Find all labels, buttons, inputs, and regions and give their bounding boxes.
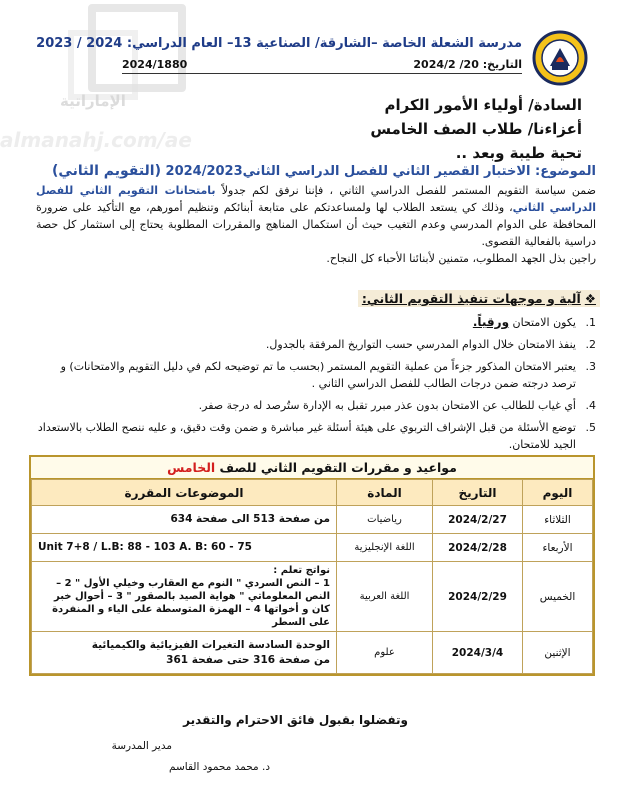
topic-line: نواتج تعلم :	[273, 565, 330, 576]
school-logo-icon	[532, 30, 588, 86]
row-topics	[32, 632, 337, 674]
step-number: 3.	[585, 360, 596, 373]
intro-text-2: ، وذلك كي يستعد الطلاب لها ولمساعدتكم على متابعة أبنائكم وتنظيم أمورهم، مع التأكيد على ضرورة المحافظة على الدوام المدرسي وعدم التغيب حيث أن استكمال المناهج والمقررات المطلوبة يحتاج إلى استثمار كل حصة دراسية بالفعالية القصوى.	[36, 201, 596, 248]
table-row	[32, 562, 593, 632]
mechanism-steps	[34, 314, 600, 458]
step-number: 1.	[585, 316, 596, 329]
topic-line: الوحدة السادسة التغيرات الفيزيائية والكيميائية	[91, 638, 330, 651]
header-topics: الموضوعات المقررة	[32, 480, 337, 506]
schedule-title	[31, 457, 593, 479]
school-name: مدرسة الشعلة الخاصة –الشارقة/ الصناعية 13– العام الدراسي: 2024 / 2023	[36, 36, 522, 51]
step-text: توضع الأسئلة من قبل الإشراف التربوي على هيئة أسئلة غير مباشرة و ضمن وقت دقيق، و عليه ننصح الطلاب بالاستعداد الجيد للامتحان.	[37, 421, 576, 451]
closing-line: وتفضلوا بقبول فائق الاحترام والتقدير	[183, 713, 408, 727]
row-date: 2024/2/27	[433, 506, 523, 534]
step-text: يكون الامتحان	[509, 316, 576, 329]
row-subject: علوم	[337, 632, 433, 674]
principal-name: د. محمد محمود القاسم	[169, 761, 270, 773]
mechanism-title	[358, 290, 600, 307]
row-subject: رياضيات	[337, 506, 433, 534]
greeting-salutation: تحية طيبة وبعد ..	[455, 144, 582, 162]
row-day: الثلاثاء	[523, 506, 593, 534]
step-text: ينفذ الامتحان خلال الدوام المدرسي حسب التواريخ المرفقة بالجدول.	[265, 338, 576, 351]
watermark-text: almanahj.com/ae	[0, 128, 192, 152]
step-number: 5.	[585, 421, 596, 434]
subject-text: الموضوع: الاختبار القصير الثاني للفصل الدراسي الثاني2024/2023	[165, 164, 596, 179]
step-number: 4.	[585, 399, 596, 412]
row-subject: اللغة الإنجليزية	[337, 534, 433, 562]
table-header-row	[32, 480, 593, 506]
table-row	[32, 632, 593, 674]
row-topics	[32, 562, 337, 632]
row-topics	[32, 534, 337, 562]
schedule-grid	[31, 479, 593, 674]
topic-line: من صفحة 513 الى صفحة 634	[170, 513, 330, 525]
step-number: 2.	[585, 338, 596, 351]
principal-title: مدير المدرسة	[111, 740, 172, 752]
step-item	[34, 314, 600, 331]
topic-line: من صفحة 316 حتى صفحة 361	[166, 653, 330, 666]
intro-text-3: راجين بذل الجهد المطلوب، متمنين لأبنائنا الأحباء كل النجاح.	[326, 252, 596, 265]
letter-date: التاريخ: 20/ 2024/2	[413, 58, 522, 71]
step-text: يعتبر الامتحان المذكور جزءاً من عملية التقويم المستمر (بحسب ما تم توضيحه لكم في دليل التقويم والامتحانات) و ترصد درجته ضمن درجات الطالب للفصل الدراسي الثاني .	[60, 360, 576, 390]
row-date: 2024/3/4	[433, 632, 523, 674]
step-item	[34, 358, 600, 392]
row-subject: اللغة العربية	[337, 562, 433, 632]
row-day: الإثنين	[523, 632, 593, 674]
row-topics	[32, 506, 337, 534]
table-row	[32, 534, 593, 562]
row-day: الخميس	[523, 562, 593, 632]
header-day: اليوم	[523, 480, 593, 506]
watermark-label: الإماراتية	[60, 92, 126, 110]
greeting-students: أعزاءنا/ طلاب الصف الخامس	[370, 120, 582, 138]
diamond-bullet-icon: ❖	[584, 291, 596, 306]
table-row	[32, 506, 593, 534]
subject-phase: (التقويم الثاني)	[52, 163, 161, 179]
intro-paragraph	[36, 182, 596, 267]
row-date: 2024/2/28	[433, 534, 523, 562]
header-date: التاريخ	[433, 480, 523, 506]
schedule-grade: الخامس	[167, 460, 216, 475]
reference-number: 2024/1880	[122, 58, 188, 71]
topic-line: 1 – النص السردي " النوم مع العقارب وخيلي الأول " 2 – النص المعلوماتي " هواية الصيد بالصقور " 3 – أحوال خبر كان و أخواتها 4 – الهمزة المتوسطة على الياء و المنفردة على السطر	[52, 578, 330, 628]
step-text: أي غياب للطالب عن الامتحان بدون عذر مبرر تقبل به الإدارة ستُرصد له درجة صفر.	[198, 399, 576, 412]
row-day: الأربعاء	[523, 534, 593, 562]
step-item	[34, 419, 600, 453]
topic-line: Unit 7+8 / L.B: 88 - 103 A. B: 60 - 75	[38, 541, 252, 553]
step-emphasis: ورقياً.	[472, 315, 510, 329]
step-item	[34, 397, 600, 414]
date-line	[122, 58, 522, 74]
schedule-table	[29, 455, 595, 676]
schedule-title-text: مواعيد و مقررات التقويم الثاني للصف	[215, 460, 457, 475]
intro-highlight: بامتحانات التقويم الثاني للفصل الدراسي الثاني	[36, 184, 596, 214]
row-date: 2024/2/29	[433, 562, 523, 632]
letter-subject	[52, 163, 596, 179]
intro-text-1: ضمن سياسة التقويم المستمر للفصل الدراسي الثاني ، فإننا نرفق لكم جدولاً	[215, 184, 596, 197]
mechanism-title-text: آلية و موجهات تنفيذ التقويم الثاني:	[361, 291, 581, 306]
greeting-parents: السادة/ أولياء الأمور الكرام	[384, 96, 582, 114]
step-item	[34, 336, 600, 353]
header-subject: المادة	[337, 480, 433, 506]
